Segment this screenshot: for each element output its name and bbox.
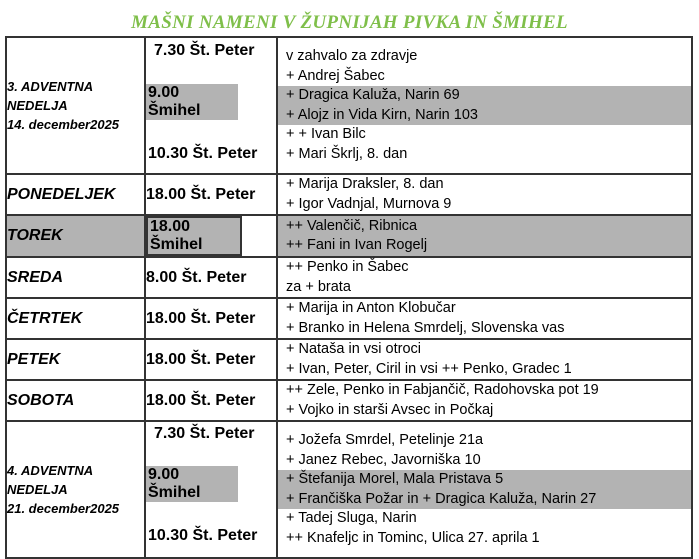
intention-line: ++ Fani in Ivan Rogelj <box>286 237 428 253</box>
day-cell <box>6 421 145 558</box>
mass-time: 9.00 Šmihel <box>146 466 238 502</box>
table-row <box>6 215 692 257</box>
table-row <box>6 174 692 215</box>
intention-line: + Tadej Sluga, Narin <box>286 510 417 526</box>
mass-time: 8.00 Št. Peter <box>145 257 277 298</box>
intention-line: + Branko in Helena Smrdelj, Slovenska vas <box>286 319 565 336</box>
intention-line: ++ Knafeljc in Tominc, Ulica 27. aprila 1 <box>286 529 540 546</box>
time-cell <box>145 421 277 558</box>
intention-line: ++ Valenčič, Ribnica <box>286 217 418 234</box>
intention-line: + Frančiška Požar in + Dragica Kaluža, Narin 27 <box>278 490 691 510</box>
day-label: PONEDELJEK <box>6 174 145 215</box>
intention-line: + + Ivan Bilc <box>286 126 366 142</box>
mass-schedule-table <box>5 36 693 559</box>
mass-time: 10.30 Št. Peter <box>148 145 258 162</box>
intention-line: v zahvalo za zdravje <box>286 48 418 64</box>
day-label: PETEK <box>6 339 145 380</box>
day-label: NEDELJA <box>7 98 68 113</box>
intention-line: + Mari Škrlj, 8. dan <box>286 145 408 162</box>
mass-time: 18.00 Šmihel <box>146 216 242 256</box>
intention-line: + Andrej Šabec <box>286 67 385 84</box>
day-label: 4. ADVENTNA <box>7 463 94 478</box>
date-label: 21. december2025 <box>7 501 120 516</box>
intention-line: ++ Penko in Šabec <box>286 259 409 275</box>
mass-time: 10.30 Št. Peter <box>148 527 258 544</box>
date-label: 14. december2025 <box>7 117 120 132</box>
table-row <box>6 339 692 380</box>
mass-time: 18.00 Št. Peter <box>145 174 277 215</box>
mass-time: 18.00 Št. Peter <box>145 380 277 421</box>
intentions-cell <box>277 174 692 215</box>
mass-time: 9.00 Šmihel <box>146 84 238 120</box>
day-label: ČETRTEK <box>6 298 145 339</box>
intention-line: + Ivan, Peter, Ciril in vsi ++ Penko, Gradec 1 <box>286 360 572 377</box>
table-row <box>6 257 692 298</box>
table-row <box>6 421 692 558</box>
intention-line: + Alojz in Vida Kirn, Narin 103 <box>278 106 691 126</box>
intentions-cell <box>277 339 692 380</box>
time-cell <box>145 37 277 174</box>
intentions-cell <box>277 257 692 298</box>
intention-line: + Dragica Kaluža, Narin 69 <box>278 86 691 106</box>
day-label: 3. ADVENTNA <box>7 79 94 94</box>
day-label: SOBOTA <box>6 380 145 421</box>
intention-line: + Igor Vadnjal, Murnova 9 <box>286 195 452 212</box>
day-label: TOREK <box>6 215 145 257</box>
intention-line: ++ Zele, Penko in Fabjančič, Radohovska pot 19 <box>286 382 599 398</box>
mass-time: 7.30 Št. Peter <box>154 42 255 59</box>
day-label: SREDA <box>6 257 145 298</box>
intentions-cell <box>277 215 692 257</box>
intention-line: + Marija Draksler, 8. dan <box>286 176 444 192</box>
intentions-cell <box>277 37 692 174</box>
intentions-cell <box>277 421 692 558</box>
intention-line: za + brata <box>286 278 351 295</box>
mass-time: 18.00 Št. Peter <box>145 339 277 380</box>
mass-time: 7.30 Št. Peter <box>154 425 255 442</box>
intention-line: + Janez Rebec, Javorniška 10 <box>286 451 481 468</box>
day-label: NEDELJA <box>7 482 68 497</box>
intention-line: + Marija in Anton Klobučar <box>286 300 456 316</box>
intentions-cell <box>277 380 692 421</box>
intention-line: + Štefanija Morel, Mala Pristava 5 <box>278 470 691 490</box>
intention-line: + Vojko in starši Avsec in Počkaj <box>286 401 494 418</box>
mass-time: 18.00 Št. Peter <box>145 298 277 339</box>
table-row <box>6 380 692 421</box>
intentions-cell <box>277 298 692 339</box>
day-cell <box>6 37 145 174</box>
intention-line: + Nataša in vsi otroci <box>286 341 421 357</box>
table-row <box>6 298 692 339</box>
table-row <box>6 37 692 174</box>
intention-line: + Jožefa Smrdel, Petelinje 21a <box>286 432 484 448</box>
page-title: MAŠNI NAMENI V ŽUPNIJAH PIVKA IN ŠMIHEL <box>131 12 568 33</box>
